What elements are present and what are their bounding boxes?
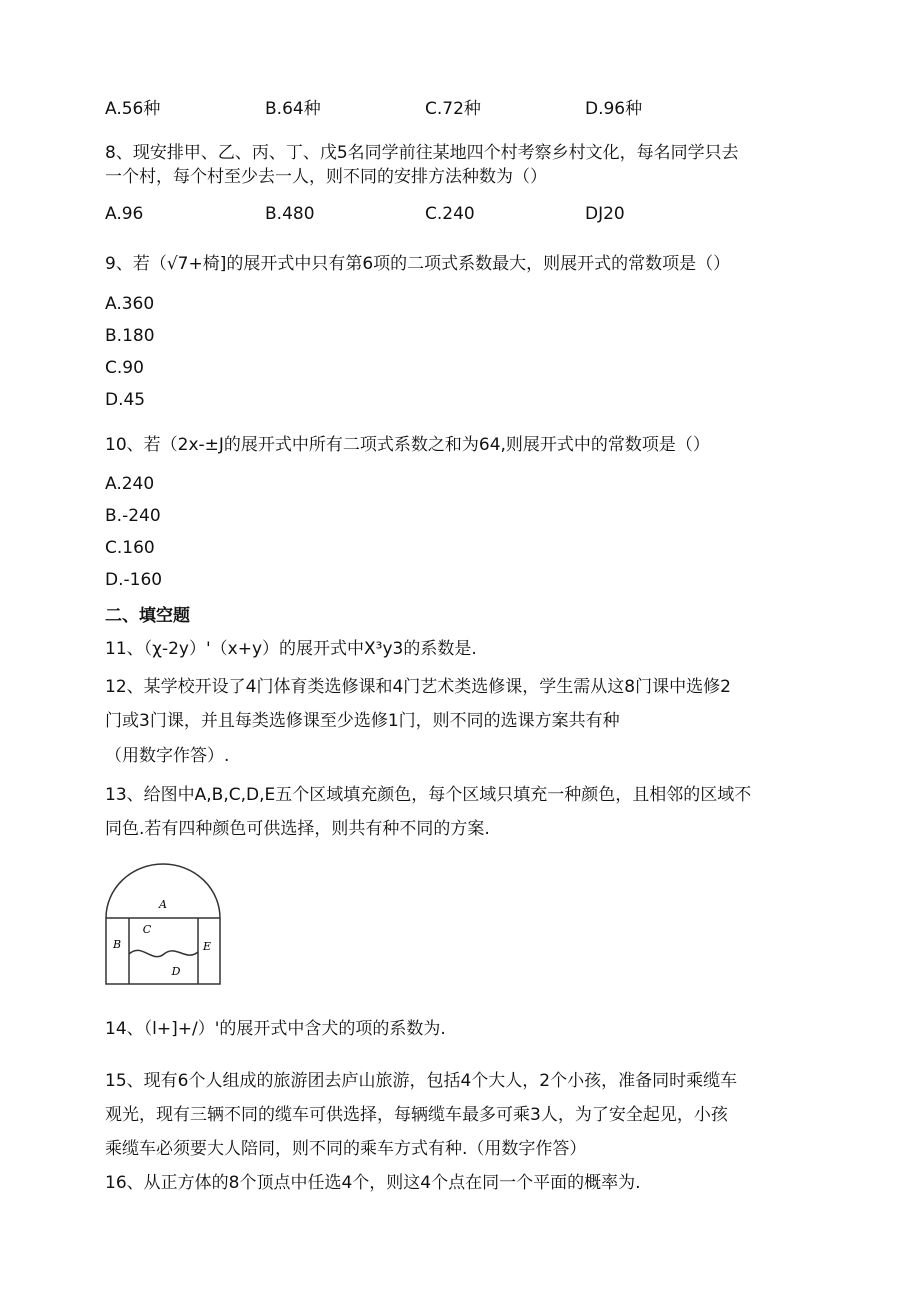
q7-option-d: D.96种 <box>585 99 643 119</box>
label-e: E <box>202 940 212 953</box>
q12-stem-line-3: （用数字作答）. <box>105 746 230 766</box>
q8-stem-line-1: 8、现安排甲、乙、丙、丁、戊5名同学前往某地四个村考察乡村文化，每名同学只去 <box>105 143 739 163</box>
q15-stem-line-1: 15、现有6个人组成的旅游团去庐山旅游，包括4个大人，2个小孩，准备同时乘缆车 <box>105 1071 738 1091</box>
q8-option-d: DJ20 <box>585 204 625 224</box>
q8-option-a: A.96 <box>105 204 144 224</box>
q10-option-c: C.160 <box>105 538 155 558</box>
q8-option-c: C.240 <box>425 204 475 224</box>
q12-stem-line-2: 门或3门课，并且每类选修课至少选修1门，则不同的选课方案共有种 <box>105 711 620 731</box>
region-diagram <box>104 862 222 986</box>
q12-stem-line-1: 12、某学校开设了4门体育类选修课和4门艺术类选修课，学生需从这8门课中选修2 <box>105 677 731 697</box>
outer-boundary <box>106 864 220 984</box>
q11-stem: 11、（χ-2y）'（x+y）的展开式中X³y3的系数是. <box>105 639 477 659</box>
wavy-divider <box>129 950 198 956</box>
label-c: C <box>142 923 152 936</box>
q9-stem: 9、若（√7+椅]的展开式中只有第6项的二项式系数最大，则展开式的常数项是（） <box>105 254 731 274</box>
q8-stem-line-2: 一个村，每个村至少去一人，则不同的安排方法种数为（） <box>105 167 547 187</box>
q14-stem: 14、（l+]+/）'的展开式中含犬的项的系数为. <box>105 1019 446 1039</box>
q15-stem-line-2: 观光，现有三辆不同的缆车可供选择，每辆缆车最多可乘3人，为了安全起见，小孩 <box>105 1105 728 1125</box>
q9-option-d: D.45 <box>105 390 146 410</box>
q7-option-c: C.72种 <box>425 99 481 119</box>
q8-option-b: B.480 <box>265 204 315 224</box>
q7-option-a: A.56种 <box>105 99 161 119</box>
q10-option-d: D.-160 <box>105 570 163 590</box>
q13-stem-line-1: 13、给图中A,B,C,D,E五个区域填充颜色，每个区域只填充一种颜色，且相邻的区域不 <box>105 785 752 805</box>
q10-stem: 10、若（2x-±J的展开式中所有二项式系数之和为64,则展开式中的常数项是（） <box>105 435 710 455</box>
q16-stem: 16、从正方体的8个顶点中任选4个，则这4个点在同一个平面的概率为. <box>105 1173 641 1193</box>
label-d: D <box>171 965 181 978</box>
label-b: B <box>112 938 122 951</box>
q10-option-b: B.-240 <box>105 506 161 526</box>
q15-stem-line-3: 乘缆车必须要大人陪同，则不同的乘车方式有种.（用数字作答） <box>105 1139 587 1159</box>
q7-option-b: B.64种 <box>265 99 321 119</box>
section-title: 二、填空题 <box>105 606 190 626</box>
q9-option-b: B.180 <box>105 326 155 346</box>
q9-option-c: C.90 <box>105 358 144 378</box>
q9-option-a: A.360 <box>105 294 155 314</box>
q10-option-a: A.240 <box>105 474 155 494</box>
q13-stem-line-2: 同色.若有四种颜色可供选择，则共有种不同的方案. <box>105 819 490 839</box>
label-a: A <box>159 898 167 911</box>
